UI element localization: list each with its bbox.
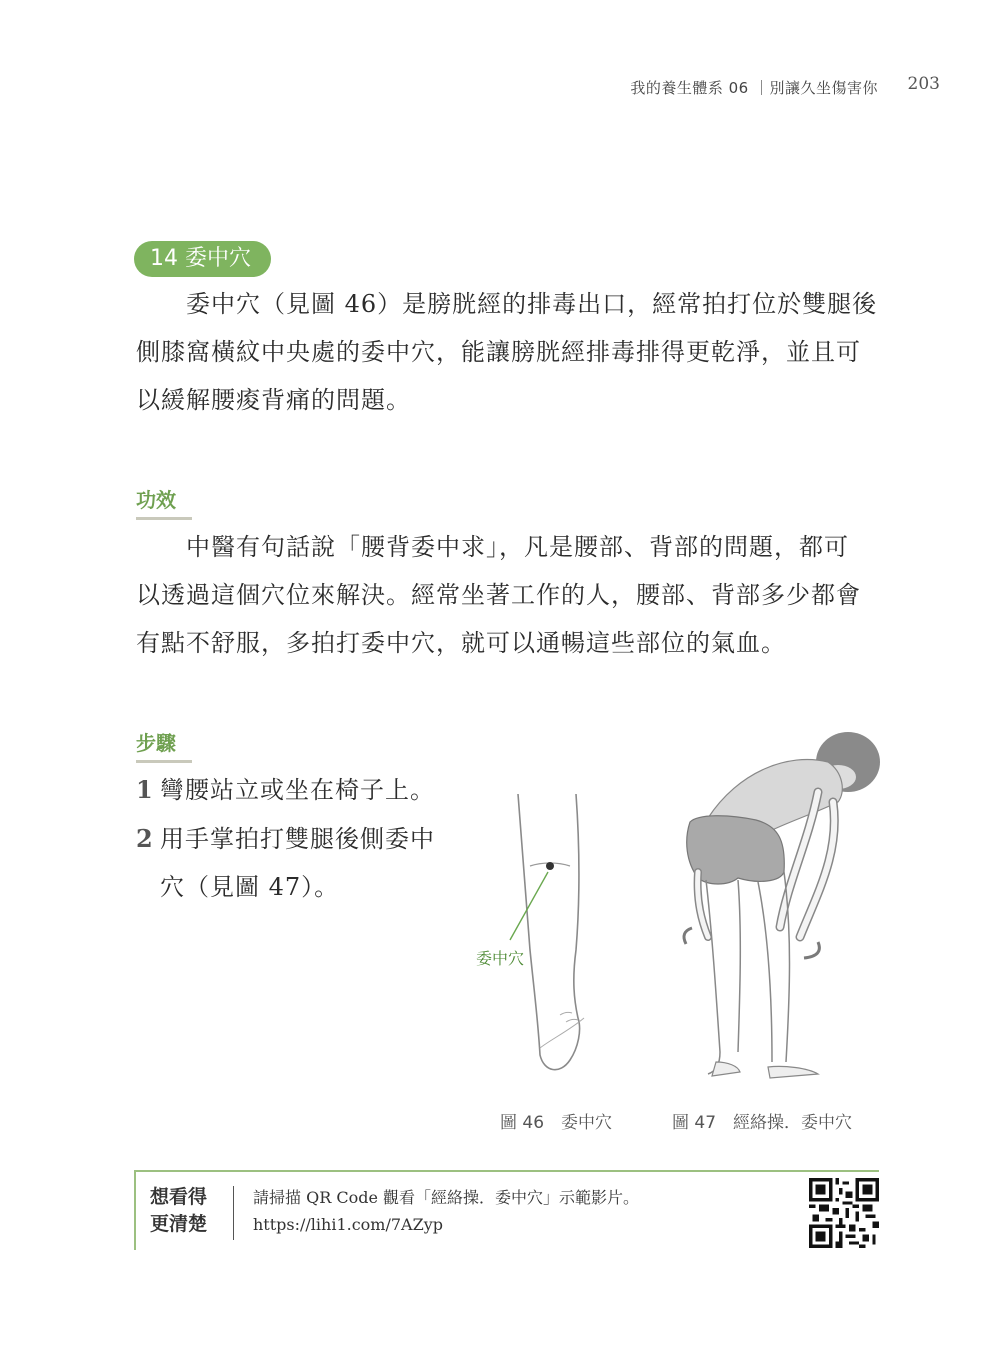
step-text-continued: 穴（見圖 47）。 [160, 873, 340, 901]
step-item-2 [136, 815, 435, 911]
step-number: 1 [136, 775, 154, 804]
figure-47-caption: 圖 47 經絡操．委中穴 [672, 1113, 853, 1133]
qr-code-icon[interactable] [809, 1178, 879, 1248]
effect-heading: 功效 [136, 484, 192, 520]
step-text: 彎腰站立或坐在椅子上。 [160, 776, 435, 804]
effect-line: 有點不舒服，多拍打委中穴，就可以通暢這些部位的氣血。 [136, 629, 786, 657]
running-header [560, 74, 940, 98]
qr-instruction: 請掃描 QR Code 觀看「經絡操．委中穴」示範影片。 [253, 1188, 640, 1207]
intro-line: 以緩解腰痠背痛的問題。 [136, 386, 411, 414]
step-number: 2 [136, 824, 154, 853]
book-series-title: 我的養生體系 06 ｜別讓久坐傷害你 [630, 79, 878, 97]
qr-box-divider [233, 1186, 234, 1240]
qr-box-text [253, 1184, 639, 1238]
section-title-pill: 14 委中穴 [134, 241, 271, 277]
effect-paragraph [136, 523, 881, 667]
effect-line: 以透過這個穴位來解決。經常坐著工作的人，腰部、背部多少都會 [136, 581, 861, 609]
figure-46-caption: 圖 46 委中穴 [500, 1113, 613, 1133]
intro-line: 委中穴（見圖 46）是膀胱經的排毒出口，經常拍打位於雙腿後 [186, 290, 878, 318]
qr-box-label: 想看得 更清楚 [150, 1186, 208, 1235]
page-number: 203 [907, 74, 940, 94]
acupoint-callout-label: 委中穴 [476, 949, 525, 968]
qr-link[interactable]: https://lihi1.com/7AZyp [253, 1215, 443, 1234]
intro-paragraph [136, 280, 881, 424]
steps-heading: 步驟 [136, 727, 192, 763]
effect-line: 中醫有句話說「腰背委中求」，凡是腰部、背部的問題，都可 [186, 533, 849, 561]
step-text: 用手掌拍打雙腿後側委中 [160, 825, 435, 853]
bending-person-illustration [668, 722, 888, 1102]
intro-line: 側膝窩橫紋中央處的委中穴，能讓膀胱經排毒排得更乾淨，並且可 [136, 338, 861, 366]
leg-back-illustration [500, 790, 610, 1080]
qr-info-box [134, 1170, 879, 1250]
step-item-1 [136, 766, 435, 814]
